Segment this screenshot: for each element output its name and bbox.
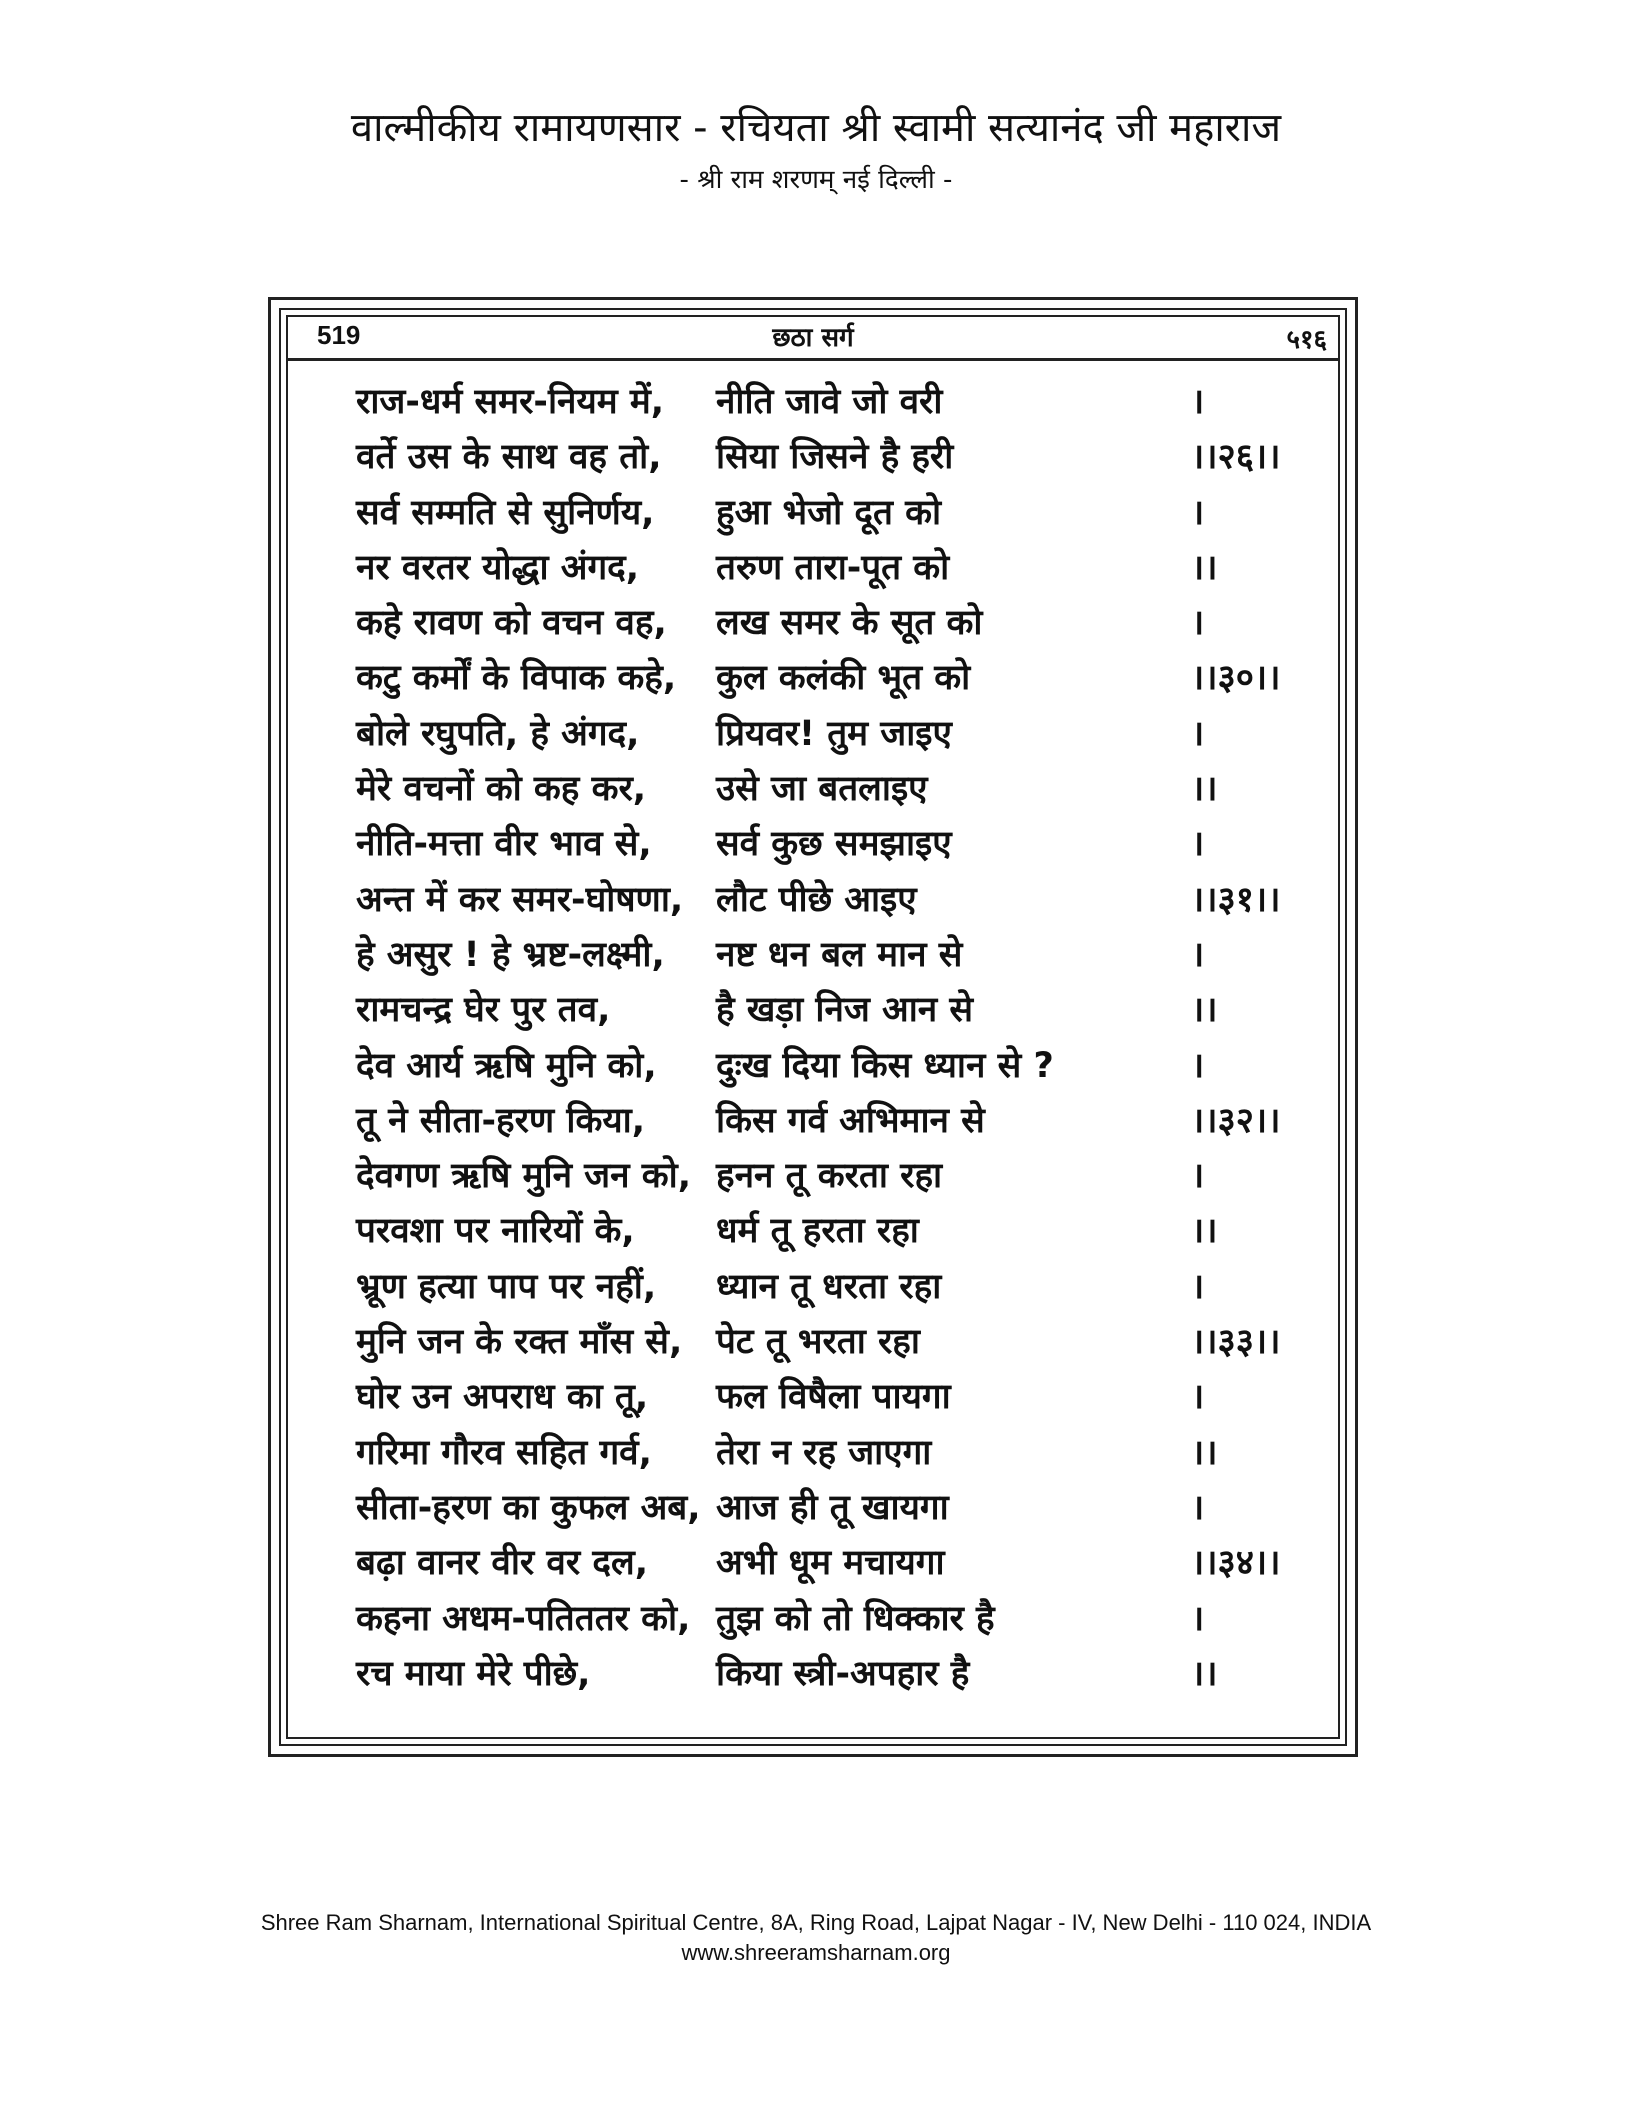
verse-second-half: नीति जावे जो वरी <box>716 382 943 422</box>
verse-first-half: सीता-हरण का कुफल अब, <box>356 1487 701 1528</box>
verse-marker: । <box>1191 934 1205 975</box>
verse-marker: ।। <box>1191 1653 1218 1694</box>
verse-second-half: हनन तू करता रहा <box>716 1156 943 1197</box>
verse-line <box>341 983 1321 1038</box>
verse-first-half: वर्ते उस के साथ वह तो, <box>356 437 662 478</box>
verse-second-half: प्रियवर! तुम जाइए <box>716 713 952 754</box>
verse-line <box>341 707 1321 762</box>
verse-first-half: नीति-मत्ता वीर भाव से, <box>356 824 652 865</box>
verse-line <box>341 1315 1321 1370</box>
verse-first-half: देव आर्य ऋषि मुनि को, <box>356 1045 657 1086</box>
verse-line <box>341 873 1321 928</box>
verse-first-half: कहे रावण को वचन वह, <box>356 603 667 644</box>
verse-second-half: हुआ भेजो दूत को <box>716 492 942 533</box>
verse-marker: । <box>1191 492 1205 533</box>
verse-line <box>341 1536 1321 1591</box>
verse-second-half: सर्व कुछ समझाइए <box>716 824 952 865</box>
verse-first-half: बोले रघुपति, हे अंगद, <box>356 713 640 754</box>
verse-second-half: किस गर्व अभिमान से <box>716 1100 985 1141</box>
page-number-devanagari: ५१६ <box>1286 325 1327 355</box>
verse-marker: । <box>1191 1045 1205 1086</box>
verse-second-half: उसे जा बतलाइए <box>716 769 928 810</box>
verse-marker: ।। <box>1191 1211 1218 1252</box>
verse-list <box>341 375 1321 1702</box>
verse-first-half: गरिमा गौरव सहित गर्व, <box>356 1432 652 1473</box>
verse-second-half: तुझ को तो धिक्कार है <box>716 1598 995 1639</box>
verse-second-half: लौट पीछे आइए <box>716 879 917 920</box>
verse-marker: ।। <box>1191 769 1218 810</box>
verse-first-half: कहना अधम-पतिततर को, <box>356 1598 691 1639</box>
page-header <box>287 318 1339 361</box>
verse-marker: । <box>1191 1598 1205 1639</box>
verse-line <box>341 1481 1321 1536</box>
footer-address: Shree Ram Sharnam, International Spiritual Centre, 8A, Ring Road, Lajpat Nagar - IV, New Delhi - 110 024, INDIA <box>260 1910 1372 1935</box>
verse-first-half: कटु कर्मों के विपाक कहे, <box>356 658 677 699</box>
verse-first-half: रच माया मेरे पीछे, <box>356 1653 591 1694</box>
verse-first-half: बढ़ा वानर वीर वर दल, <box>356 1543 648 1584</box>
verse-second-half: तेरा न रह जाएगा <box>716 1432 932 1473</box>
verse-line <box>341 1204 1321 1259</box>
verse-first-half: भ्रूण हत्या पाप पर नहीं, <box>356 1266 657 1307</box>
verse-first-half: तू ने सीता-हरण किया, <box>356 1100 646 1141</box>
footer-website: www.shreeramsharnam.org <box>681 1940 951 1965</box>
verse-line <box>341 1647 1321 1702</box>
chapter-title: छठा सर्ग <box>772 323 854 353</box>
verse-line <box>341 1039 1321 1094</box>
verse-first-half: मुनि जन के रक्त माँस से, <box>356 1322 683 1363</box>
verse-first-half: नर वरतर योद्धा अंगद, <box>356 547 640 588</box>
verse-first-half: परवशा पर नारियों के, <box>356 1211 635 1252</box>
verse-line <box>341 1592 1321 1647</box>
verse-second-half: अभी धूम मचायगा <box>716 1543 945 1584</box>
verse-marker: । <box>1191 713 1205 754</box>
verse-line <box>341 651 1321 706</box>
verse-first-half: सर्व सम्मति से सुनिर्णय, <box>356 492 655 533</box>
verse-line <box>341 541 1321 596</box>
verse-marker: ।। <box>1191 990 1218 1031</box>
verse-second-half: किया स्त्री-अपहार है <box>716 1653 970 1694</box>
verse-marker: ।।३०।। <box>1191 658 1281 699</box>
book-title: वाल्मीकीय रामायणसार - रचियता श्री स्वामी सत्यानंद जी महाराज <box>350 105 1282 151</box>
verse-line <box>341 1426 1321 1481</box>
verse-second-half: फल विषैला पायगा <box>716 1377 951 1418</box>
page-frame <box>268 297 1358 1757</box>
verse-marker: ।।२६।। <box>1191 437 1281 478</box>
verse-second-half: धर्म तू हरता रहा <box>716 1211 919 1252</box>
verse-first-half: मेरे वचनों को कह कर, <box>356 769 647 810</box>
verse-first-half: देवगण ऋषि मुनि जन को, <box>356 1156 692 1197</box>
verse-second-half: नष्ट धन बल मान से <box>716 934 963 975</box>
verse-first-half: हे असुर ! हे भ्रष्ट-लक्ष्मी, <box>356 934 665 975</box>
verse-second-half: लख समर के सूत को <box>716 603 983 644</box>
page-number-arabic: 519 <box>317 320 361 350</box>
verse-line <box>341 1260 1321 1315</box>
verse-second-half: कुल कलंकी भूत को <box>716 658 971 699</box>
verse-line <box>341 928 1321 983</box>
verse-second-half: दुःख दिया किस ध्यान से ? <box>716 1045 1054 1086</box>
verse-marker: । <box>1191 1266 1205 1307</box>
publisher-line: - श्री राम शरणम् नई दिल्ली - <box>679 165 953 195</box>
verse-marker: । <box>1191 1487 1205 1528</box>
verse-marker: । <box>1191 603 1205 644</box>
verse-marker: ।।३३।। <box>1191 1322 1281 1363</box>
verse-second-half: पेट तू भरता रहा <box>716 1322 920 1363</box>
verse-line <box>341 762 1321 817</box>
verse-second-half: तरुण तारा-पूत को <box>716 547 950 588</box>
verse-line <box>341 1094 1321 1149</box>
verse-marker: । <box>1191 824 1205 865</box>
verse-second-half: आज ही तू खायगा <box>716 1487 949 1528</box>
verse-line <box>341 1370 1321 1425</box>
verse-line <box>341 1149 1321 1204</box>
verse-line <box>341 596 1321 651</box>
verse-marker: ।। <box>1191 547 1218 588</box>
verse-marker: । <box>1191 1156 1205 1197</box>
verse-second-half: है खड़ा निज आन से <box>716 990 974 1031</box>
verse-first-half: राज-धर्म समर-नियम में, <box>356 382 665 422</box>
verse-marker: ।। <box>1191 1432 1218 1473</box>
verse-first-half: घोर उन अपराध का तू, <box>356 1377 649 1418</box>
verse-first-half: रामचन्द्र घेर पुर तव, <box>356 990 611 1031</box>
verse-line <box>341 375 1321 430</box>
verse-second-half: ध्यान तू धरता रहा <box>716 1266 942 1307</box>
verse-line <box>341 486 1321 541</box>
verse-second-half: सिया जिसने है हरी <box>716 437 954 478</box>
verse-line <box>341 817 1321 872</box>
verse-marker: ।।३२।। <box>1191 1100 1281 1141</box>
verse-marker: ।।३४।। <box>1191 1543 1281 1584</box>
verse-marker: । <box>1191 382 1205 422</box>
verse-first-half: अन्त में कर समर-घोषणा, <box>356 879 684 920</box>
verse-marker: । <box>1191 1377 1205 1418</box>
verse-marker: ।।३१।। <box>1191 879 1281 920</box>
verse-line <box>341 430 1321 485</box>
